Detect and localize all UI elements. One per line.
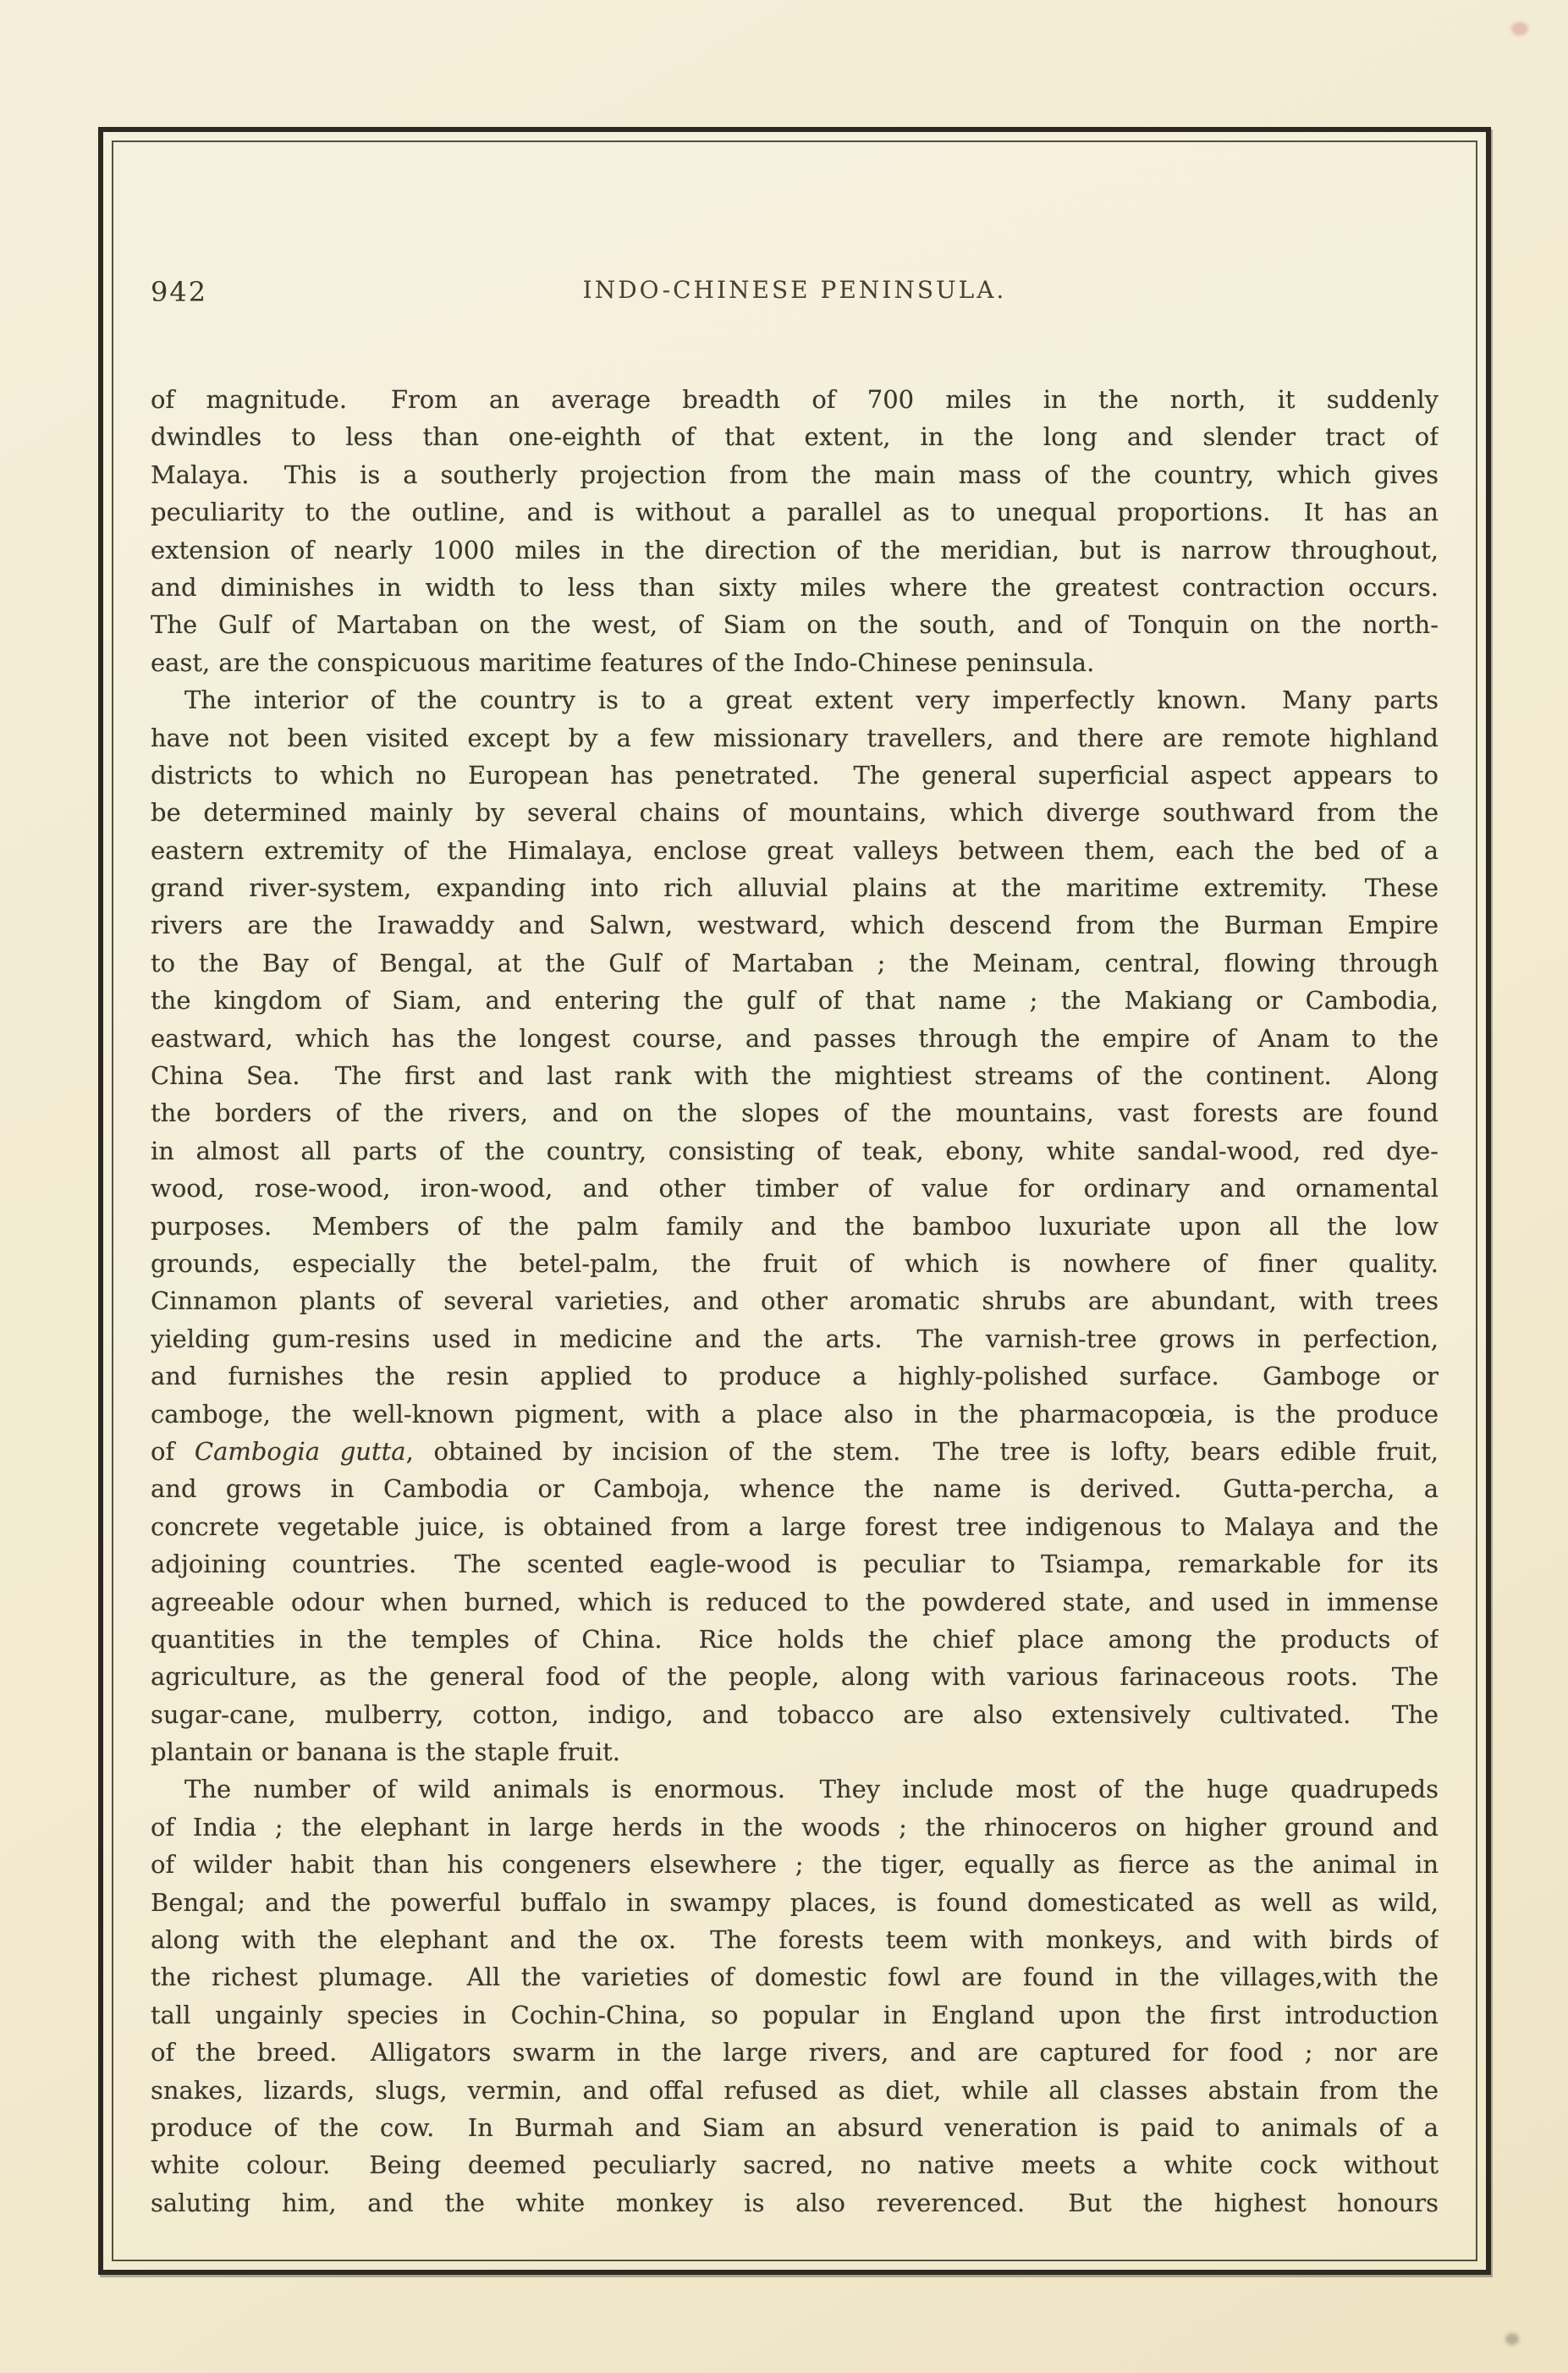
text-line: of wilder habit than his congeners elsewhere ; the tiger, equally as fierce as the animal in bbox=[151, 1850, 1439, 1880]
page-number: 942 bbox=[151, 276, 208, 308]
page-border-outer bbox=[98, 127, 1491, 2275]
text-line: grand river-system, expanding into rich alluvial plains at the maritime extremity. These bbox=[151, 873, 1439, 903]
text-line: The interior of the country is to a great extent very imperfectly known. Many parts bbox=[184, 685, 1439, 715]
paper-stain-speck bbox=[1505, 2333, 1519, 2345]
page-header bbox=[151, 276, 1439, 310]
text-line: of the breed. Alligators swarm in the large rivers, and are captured for food ; nor are bbox=[151, 2038, 1439, 2067]
text-line: dwindles to less than one-eighth of that extent, in the long and slender tract of bbox=[151, 422, 1439, 452]
text-line: plantain or banana is the staple fruit. bbox=[151, 1737, 621, 1767]
text-line: of India ; the elephant in large herds in the woods ; the rhinoceros on higher ground and bbox=[151, 1812, 1439, 1842]
text-line: yielding gum-resins used in medicine and the arts. The varnish-tree grows in perfection, bbox=[151, 1324, 1439, 1353]
text-line: have not been visited except by a few missionary travellers, and there are remote highland bbox=[151, 723, 1439, 752]
text-line: produce of the cow. In Burmah and Siam an absurd veneration is paid to animals of a bbox=[151, 2112, 1439, 2142]
text-line: sugar-cane, mulberry, cotton, indigo, and tobacco are also extensively cultivated. The bbox=[151, 1699, 1439, 1729]
text-line: white colour. Being deemed peculiarly sacred, no native meets a white cock without bbox=[151, 2150, 1439, 2180]
text-line: tall ungainly species in Cochin-China, so popular in England upon the first introduction bbox=[151, 2000, 1439, 2029]
text-line: adjoining countries. The scented eagle-wood is peculiar to Tsiampa, remarkable for its bbox=[151, 1550, 1439, 1579]
text-line: and diminishes in width to less than sixty miles where the greatest contraction occurs. bbox=[151, 572, 1439, 602]
text-line: agreeable odour when burned, which is reduced to the powdered state, and used in immense bbox=[151, 1587, 1439, 1616]
text-line: along with the elephant and the ox. The forests teem with monkeys, and with birds of bbox=[151, 1925, 1439, 1955]
text-line: extension of nearly 1000 miles in the direction of the meridian, but is narrow throughout, bbox=[151, 535, 1439, 564]
text-line: eastern extremity of the Himalaya, enclose great valleys between them, each the bed of a bbox=[151, 835, 1439, 865]
text-line: of Cambogia gutta, obtained by incision of the stem. The tree is lofty, bears edible fruit, bbox=[151, 1436, 1439, 1466]
text-line: the borders of the rivers, and on the slopes of the mountains, vast forests are found bbox=[151, 1098, 1439, 1128]
text-line: rivers are the Irawaddy and Salwn, westward, which descend from the Burman Empire bbox=[151, 911, 1439, 940]
text-line: east, are the conspicuous maritime features of the Indo-Chinese peninsula. bbox=[151, 647, 1095, 677]
text-line: to the Bay of Bengal, at the Gulf of Martaban ; the Meinam, central, flowing through bbox=[151, 948, 1439, 977]
paper-stain-speck bbox=[1511, 22, 1528, 36]
text-body bbox=[151, 381, 1439, 2222]
text-line: grounds, especially the betel-palm, the fruit of which is nowhere of finer quality. bbox=[151, 1248, 1439, 1278]
text-line: Bengal; and the powerful buffalo in swampy places, is found domesticated as well as wild, bbox=[151, 1887, 1439, 1917]
text-line: be determined mainly by several chains of mountains, which diverge southward from the bbox=[151, 798, 1439, 828]
text-line: The number of wild animals is enormous. They include most of the huge quadrupeds bbox=[184, 1775, 1439, 1804]
text-line: quantities in the temples of China. Rice holds the chief place among the products of bbox=[151, 1624, 1439, 1654]
page-content bbox=[113, 142, 1476, 2260]
text-line: purposes. Members of the palm family and the bamboo luxuriate upon all the low bbox=[151, 1211, 1439, 1241]
text-line: in almost all parts of the country, consisting of teak, ebony, white sandal-wood, red dye- bbox=[151, 1136, 1439, 1165]
text-line: The Gulf of Martaban on the west, of Siam on the south, and of Tonquin on the north- bbox=[151, 610, 1439, 640]
text-line: peculiarity to the outline, and is without a parallel as to unequal proportions. It has an bbox=[151, 498, 1439, 527]
text-line: saluting him, and the white monkey is also reverenced. But the highest honours bbox=[151, 2188, 1439, 2217]
text-line: the richest plumage. All the varieties of domestic fowl are found in the villages,with the bbox=[151, 1963, 1439, 1992]
text-line: eastward, which has the longest course, and passes through the empire of Anam to the bbox=[151, 1023, 1439, 1053]
text-line: Malaya. This is a southerly projection from the main mass of the country, which gives bbox=[151, 460, 1439, 489]
text-line: the kingdom of Siam, and entering the gulf of that name ; the Makiang or Cambodia, bbox=[151, 986, 1439, 1016]
running-header: INDO-CHINESE PENINSULA. bbox=[582, 276, 1007, 304]
text-line: and grows in Cambodia or Camboja, whence the name is derived. Gutta-percha, a bbox=[151, 1474, 1439, 1504]
text-line: agriculture, as the general food of the people, along with various farinaceous roots. The bbox=[151, 1662, 1439, 1692]
page-border-inner bbox=[112, 140, 1477, 2261]
text-line: concrete vegetable juice, is obtained from a large forest tree indigenous to Malaya and the bbox=[151, 1511, 1439, 1541]
text-line: of magnitude. From an average breadth of 700 miles in the north, it suddenly bbox=[151, 385, 1439, 414]
text-line: wood, rose-wood, iron-wood, and other timber of value for ordinary and ornamental bbox=[151, 1174, 1439, 1203]
text-line: districts to which no European has penetrated. The general superficial aspect appears to bbox=[151, 760, 1439, 790]
text-line: Cinnamon plants of several varieties, and other aromatic shrubs are abundant, with trees bbox=[151, 1286, 1439, 1316]
text-line: snakes, lizards, slugs, vermin, and offal refused as diet, while all classes abstain from the bbox=[151, 2075, 1439, 2105]
text-line: China Sea. The first and last rank with the mightiest streams of the continent. Along bbox=[151, 1061, 1439, 1091]
text-line: and furnishes the resin applied to produce a highly-polished surface. Gamboge or bbox=[151, 1362, 1439, 1391]
text-line: camboge, the well-known pigment, with a place also in the pharmacopœia, is the produce bbox=[151, 1399, 1439, 1429]
